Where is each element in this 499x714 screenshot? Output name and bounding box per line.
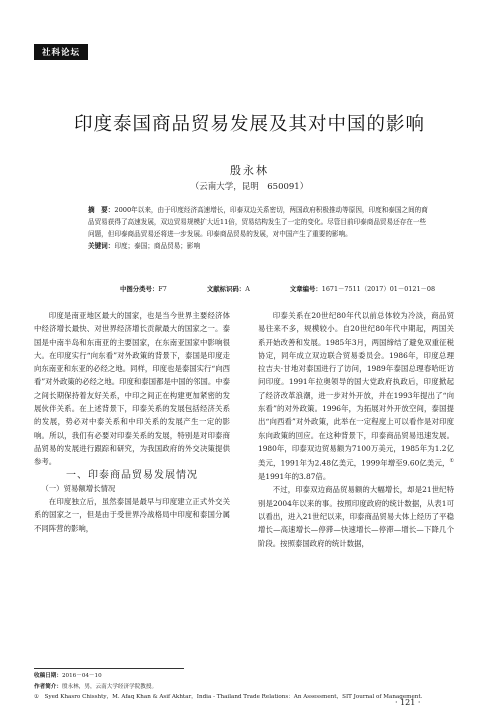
paragraph-text-end: 是1991年的3.87倍。 [258,472,331,482]
article-title: 印度泰国商品贸易发展及其对中国的影响 [73,114,425,135]
footnote-divider [34,668,184,669]
body-paragraph: 不过，印泰双边商品贸易额的大幅增长，却是21世纪特别是2004年以来的事。按照印度政府的统计数据，从表1可以看出，进入21世纪以来，印泰商品贸易大体上经历了平稳增长—高速增长—停滞—快速增长—停滞—增长—下降几个阶段。按照泰国政府的统计数据， [258,485,454,548]
clc-value: F7 [158,285,167,293]
abstract-label: 摘 要： [88,206,115,214]
author-bio [34,682,474,693]
paragraph-text: 印泰关系在20世纪80年代以前总体较为冷淡，商品贸易往来不多，规模较小。自20世纪80年代中期起，两国关系开始改善和发展。1985年3月，两国缔结了避免双重征税协定，同年成立双边联合贸易委员会。1986年，印度总理拉吉夫·甘地对泰国进行了访问，1989年泰国总理春哈旺访问印度。1991年拉奥领导的国大党政府执政后，印度掀起了经济改革浪潮，进一步对外开放，并在1993年提出了“向东看”的对外政策。1996年，为拓展对外开放空间，泰国提出“向西看”对外政策，此举在一定程度上可以看作是对印度东向政策的回应。在这种背景下，印泰商品贸易迅速发展。1980年，印泰双边贸易额为7100万美元，1985年为1.2亿美元，1991年为2.48亿美元，1999年增至9.60亿美元， [258,311,454,468]
received-value: 2016－04－10 [61,673,102,679]
article-number [290,284,435,293]
body-column-right [258,309,454,550]
author-affiliation: （云南大学，昆明 650091） [190,182,309,192]
body-column-left [34,309,230,535]
subsection-heading: （一）贸易额增长情况 [41,483,116,493]
author-name: 殷永林 [230,164,269,177]
article-value: 1671－7511（2017）01－0121－08 [321,285,436,293]
doc-code [207,284,250,293]
abstract-block [88,204,428,252]
body-paragraph: 印度是南亚地区最大的国家，也是当今世界主要经济体中经济增长最快、对世界经济增长贡献最大的国家之一。泰国是中南半岛和东南亚的主要国家，在东南亚国家中影响很大。在印度实行“向东看”对外政策的背景下，泰国是印度走向东南亚和东亚的必经之地。同样，印度也是泰国实行“向西看”对外政策的必经之地。印度和泰国都是中国的邻国。中泰之间长期保持着友好关系，中印之间正在构建更加紧密的发展伙伴关系。在上述背景下，印泰关系的发展包括经济关系的发展，势必对中泰关系和中印关系的发展产生一定的影响。所以，我们有必要对印泰关系的发展，特别是对印泰商品贸易的发展进行跟踪和研究，为我国政府的外交决策提供参考。 [34,311,230,467]
page-number: · 121 · [395,698,421,707]
keywords [88,240,428,252]
article-label: 文章编号： [289,285,322,293]
clc-number [120,284,167,293]
keywords-label: 关键词： [88,242,115,250]
clc-label: 中图分类号： [120,285,159,293]
classification-line [120,284,440,293]
body-paragraph: 在印度独立后，虽然泰国是最早与印度建立正式外交关系的国家之一，但是由于受世界冷战格局中印度和泰国分属不同阵营的影响， [34,497,230,533]
body-paragraph [258,309,454,483]
footnote-ref: ① [449,458,454,465]
doc-label: 文献标识码： [206,285,246,293]
received-date [34,671,474,682]
author-bio-value: 殷永林，男，云南大学经济学院教授。 [61,683,158,690]
abstract [88,204,428,240]
abstract-text: 2000年以来，由于印度经济高速增长，印泰双边关系密切，两国政府积极推动等原因，印度和泰国之间的商品贸易获得了高速发展，双边贸易规模扩大近11倍，贸易结构发生了一定的变化。尽管目前印泰商品贸易还存在一些问题，但印泰商品贸易还将进一步发展。印泰商品贸易的发展，对中国产生了重要的影响。 [88,206,428,238]
footnote-1: ① Syed Khasro Chisshty，M. Afaq Khan & Asif Akhtar，India - Thailand Trade Relations：An Assessment，SIT Journal of Management. [34,694,423,700]
doc-value: A [245,285,250,293]
received-label: 收稿日期： [34,673,62,679]
keywords-text: 印度；泰国；商品贸易；影响 [114,242,201,250]
section-tag: 社科论坛 [34,44,88,60]
author-bio-label: 作者简介： [34,683,62,690]
section-heading: 一、印泰商品贸易发展情况 [66,469,198,481]
